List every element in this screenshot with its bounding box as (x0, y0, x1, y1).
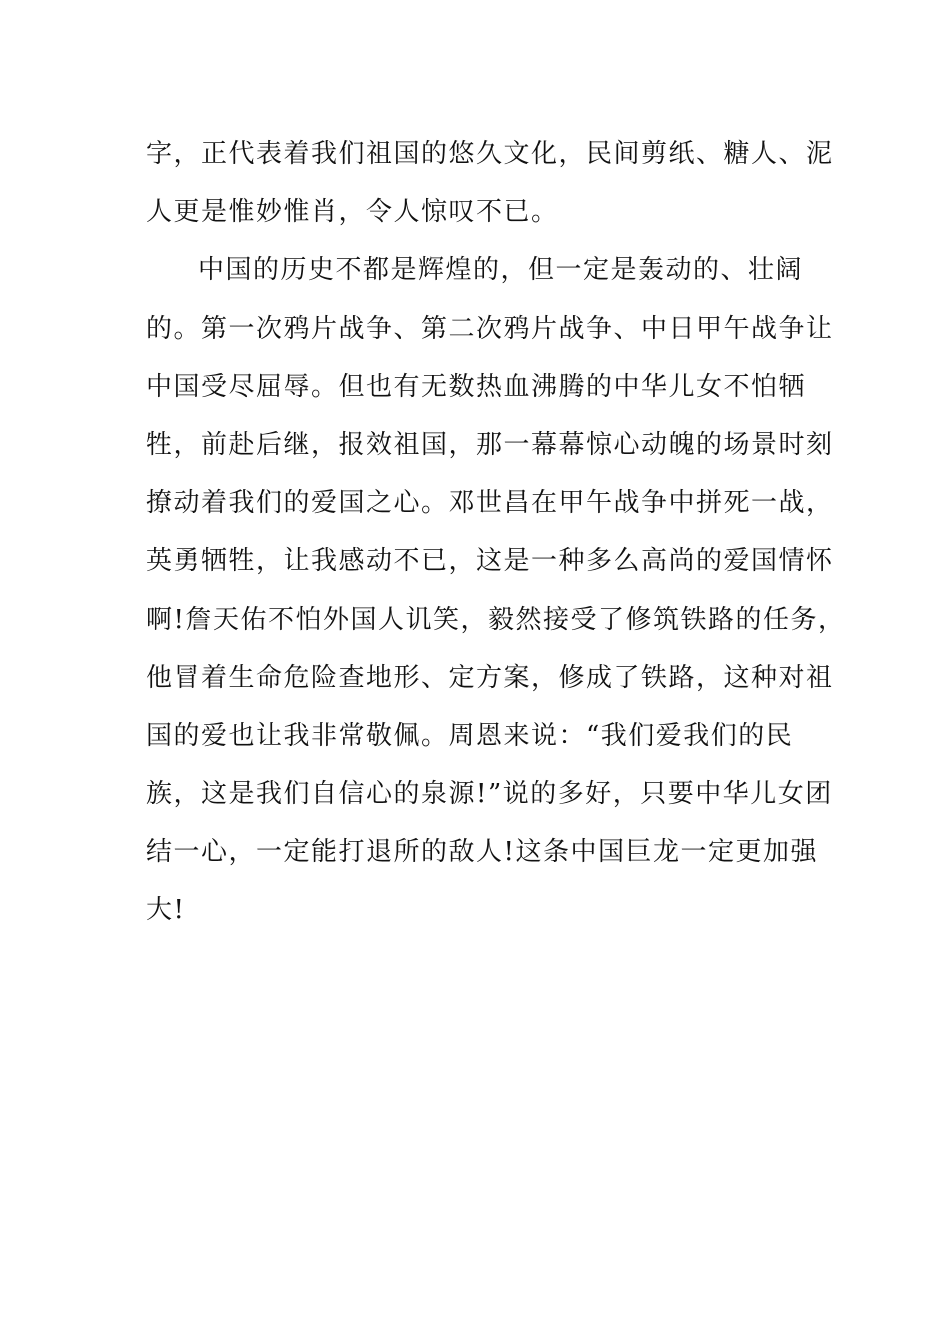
body-text (146, 128, 846, 943)
text-line-8: 英勇牺牲，让我感动不已，这是一种多么高尚的爱国情怀 (146, 546, 834, 577)
text-line-14: 大! (146, 895, 186, 926)
text-line-5: 中国受尽屈辱。但也有无数热血沸腾的中华儿女不怕牺 (146, 371, 807, 402)
text-line-11: 国的爱也让我非常敬佩。周恩来说：“我们爱我们的民 (146, 720, 794, 751)
text-line-13: 结一心，一定能打退所的敌人!这条中国巨龙一定更加强 (146, 837, 818, 868)
text-line-12: 族，这是我们自信心的泉源!”说的多好，只要中华儿女团 (146, 779, 833, 810)
text-line-10: 他冒着生命危险查地形、定方案，修成了铁路，这种对祖 (146, 662, 834, 693)
text-line-6: 牲，前赴后继，报效祖国，那一幕幕惊心动魄的场景时刻 (146, 429, 834, 460)
text-line-2: 人更是惟妙惟肖，令人惊叹不已。 (146, 197, 559, 228)
text-line-3: 中国的历史不都是辉煌的，但一定是轰动的、壮阔 (198, 255, 804, 286)
text-line-7: 撩动着我们的爱国之心。邓世昌在甲午战争中拼死一战， (146, 488, 834, 519)
text-line-9: 啊!詹天佑不怕外国人讥笑，毅然接受了修筑铁路的任务， (146, 604, 846, 635)
text-line-1: 字，正代表着我们祖国的悠久文化，民间剪纸、糖人、泥 (146, 139, 834, 169)
text-line-4: 的。第一次鸦片战争、第二次鸦片战争、中日甲午战争让 (146, 313, 834, 344)
